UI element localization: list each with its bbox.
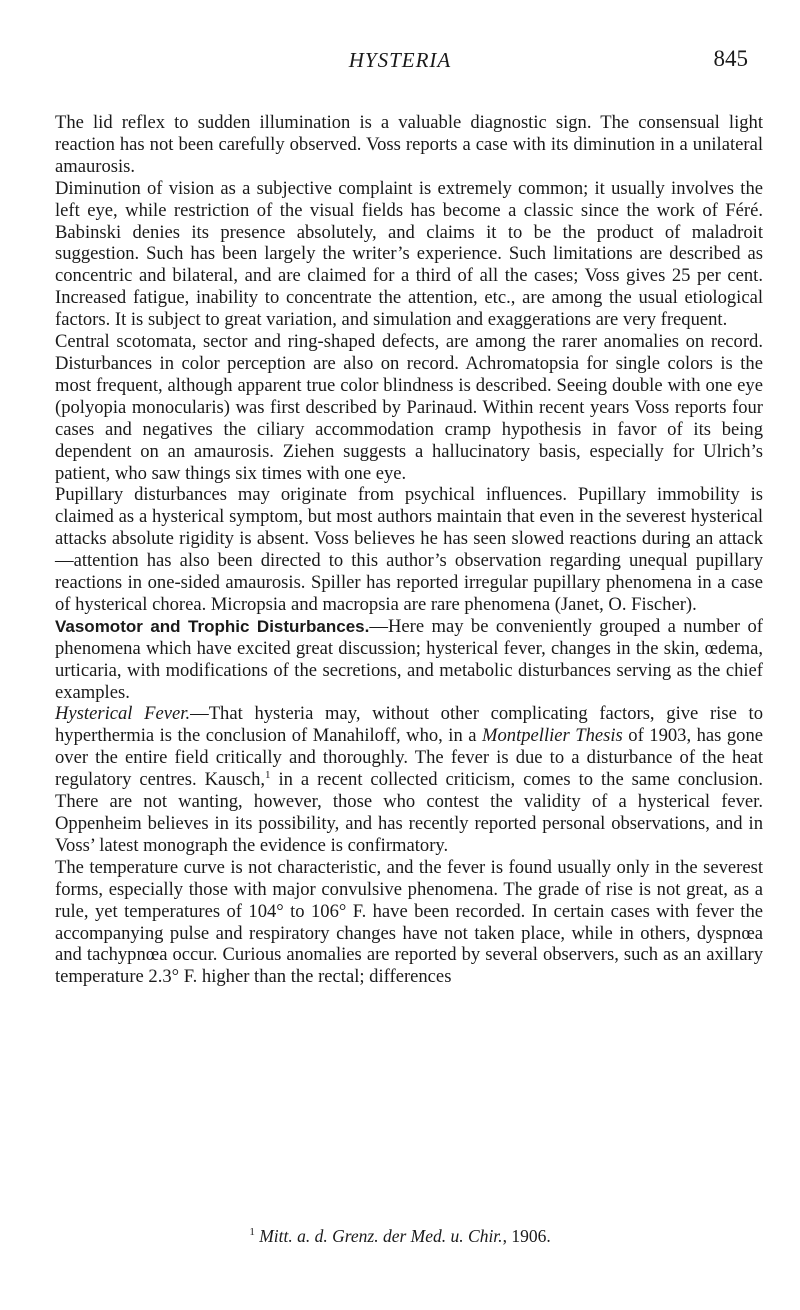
footnote bbox=[0, 1226, 800, 1247]
section-heading-vasomotor: Vasomotor and Trophic Disturbances. bbox=[55, 616, 370, 636]
paragraph-vasomotor bbox=[55, 616, 763, 704]
paragraph-diminution-of-vision: Diminution of vision as a subjective complaint is extremely common; it usually involves the left eye, while restriction of the visual fields has become a classic since the work of Féré. Babinski denies its presence absolutely, and claims it to be the product of maladroit suggestion. Such has been largely the writer’s experience. Such limitations are described as concentric and bilateral, and are claimed for a third of all the cases; Voss gives 25 per cent. Increased fatigue, inability to concentrate the attention, etc., are among the usual etiological factors. It is subject to great variation, and simulation and exaggerations are very frequent. bbox=[55, 177, 763, 331]
footnote-citation: Mitt. a. d. Grenz. der Med. u. Chir. bbox=[259, 1226, 503, 1246]
page-number: 845 bbox=[713, 46, 748, 71]
paragraph-fever-part-c: in a recent collected criticism, comes to the same conclusion. There are not wanting, however, those who contest the validity of a hysterical fever. Oppenheim believes in its possibility, and has recently reported personal observations, and in Voss’ latest monograph the evidence is confirmatory. bbox=[55, 769, 763, 856]
paragraph-fever-part-a: —That hysteria may, without other complicating factors, give rise to hyperthermia is the conclusion of Manahiloff, who, in a bbox=[55, 703, 763, 747]
thesis-title: Montpellier Thesis bbox=[482, 725, 623, 747]
paragraph-hysterical-fever bbox=[55, 703, 763, 856]
footnote-year: , 1906. bbox=[502, 1226, 551, 1246]
footnote-reference: 1 bbox=[265, 769, 271, 781]
paragraph-lid-reflex: The lid reflex to sudden illumination is a valuable diagnostic sign. The consensual light reaction has not been carefully observed. Voss reports a case with its diminution in a unilateral amaurosis. bbox=[55, 112, 763, 177]
section-heading-hysterical-fever: Hysterical Fever. bbox=[55, 703, 191, 725]
paragraph-central-scotomata: Central scotomata, sector and ring-shaped defects, are among the rarer anomalies on record. Disturbances in color perception are also on record. Achromatopsia for single colors is the most frequent, although apparent true color blindness is described. Seeing double with one eye (polyopia monocularis) was first described by Parinaud. Within recent years Voss reports four cases and negatives the ciliary accommodation cramp hypothesis in favor of its being dependent on an amaurosis. Ziehen suggests a hallucinatory basis, especially for Ulrich’s patient, who saw things six times with one eye. bbox=[55, 331, 763, 484]
running-title: HYSTERIA bbox=[348, 48, 452, 72]
body-text bbox=[55, 112, 763, 988]
paragraph-vasomotor-text: —Here may be conveniently grouped a number of phenomena which have excited great discussion; hysterical fever, changes in the skin, œdema, urticaria, with modifications of the secretions, and metabolic disturbances serving as the chief examples. bbox=[55, 615, 764, 703]
paragraph-temperature-curve: The temperature curve is not characteristic, and the fever is found usually only in the severest forms, especially those with major convulsive phenomena. The grade of rise is not great, as a rule, yet temperatures of 104° to 106° F. have been recorded. In certain cases with fever the accompanying pulse and respiratory changes have not taken place, while in others, dyspnœa and tachypnœa occur. Curious anomalies are reported by several observers, such as an axillary temperature 2.3° F. higher than the rectal; differences bbox=[55, 856, 763, 988]
paragraph-fever-part-b: of 1903, has gone over the entire field critically and thoroughly. The fever is due to a disturbance of the heat regulatory centres. Kausch, bbox=[55, 725, 764, 791]
paragraph-pupillary-disturbances: Pupillary disturbances may originate from psychical influences. Pupillary immobility is claimed as a hysterical symptom, but most authors maintain that even in the severest hysterical attacks absolute rigidity is absent. Voss believes he has seen slowed reactions during an attack—attention has also been directed to this author’s observation regarding unequal pupillary reactions in one-sided amaurosis. Spiller has reported irregular pupillary phenomena in a case of hysterical chorea. Micropsia and macropsia are rare phenomena (Janet, O. Fischer). bbox=[55, 484, 763, 615]
footnote-marker: 1 bbox=[249, 1226, 255, 1239]
